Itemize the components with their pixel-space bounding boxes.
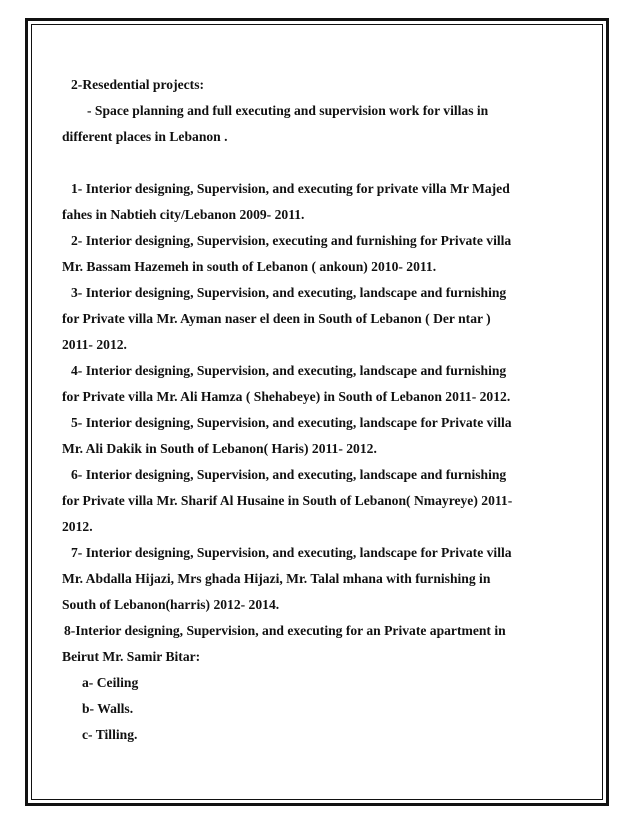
project-line: 7- Interior designing, Supervision, and executing, landscape for Private villa: [71, 545, 512, 560]
project-line: Mr. Ali Dakik in South of Lebanon( Haris) 2011- 2012.: [62, 441, 377, 456]
document-body: [62, 72, 562, 748]
section-heading: 2-Resedential projects:: [71, 77, 205, 92]
project-item-8: [62, 618, 562, 670]
project-line: 3- Interior designing, Supervision, and executing, landscape and furnishing: [71, 285, 507, 300]
project-line: 2011- 2012.: [62, 337, 127, 352]
project-line: 8-Interior designing, Supervision, and executing for an Private apartment in: [64, 623, 506, 638]
project-item-2: [62, 228, 562, 280]
sub-item: c- Tilling.: [82, 727, 138, 742]
project-line: 2- Interior designing, Supervision, executing and furnishing for Private villa: [71, 233, 512, 248]
project-line: South of Lebanon(harris) 2012- 2014.: [62, 597, 280, 612]
project-item-4: [62, 358, 562, 410]
project-line: Mr. Bassam Hazemeh in south of Lebanon ( ankoun) 2010- 2011.: [62, 259, 437, 274]
project-item-1: [62, 176, 562, 228]
project-item-5: [62, 410, 562, 462]
project-item-6: [62, 462, 562, 540]
intro-line: different places in Lebanon .: [62, 129, 228, 144]
project-line: 5- Interior designing, Supervision, and executing, landscape for Private villa: [71, 415, 512, 430]
project-line: 6- Interior designing, Supervision, and executing, landscape and furnishing: [71, 467, 507, 482]
project-line: 2012.: [62, 519, 93, 534]
sub-item: a- Ceiling: [82, 675, 139, 690]
project-line: 1- Interior designing, Supervision, and executing for private villa Mr Majed: [71, 181, 510, 196]
project-line: for Private villa Mr. Ali Hamza ( Shehabeye) in South of Lebanon 2011- 2012.: [62, 389, 511, 404]
project-line: for Private villa Mr. Sharif Al Husaine in South of Lebanon( Nmayreye) 2011-: [62, 493, 513, 508]
project-item-3: [62, 280, 562, 358]
project-line: 4- Interior designing, Supervision, and executing, landscape and furnishing: [71, 363, 507, 378]
spacer: [62, 150, 562, 176]
project-line: Mr. Abdalla Hijazi, Mrs ghada Hijazi, Mr. Talal mhana with furnishing in: [62, 571, 491, 586]
project-line: fahes in Nabtieh city/Lebanon 2009- 2011.: [62, 207, 305, 222]
project-item-7: [62, 540, 562, 618]
sub-item: b- Walls.: [82, 701, 134, 716]
intro-line: - Space planning and full executing and supervision work for villas in: [87, 103, 489, 118]
project-line: Beirut Mr. Samir Bitar:: [62, 649, 201, 664]
sub-item-list: [62, 670, 562, 748]
project-line: for Private villa Mr. Ayman naser el deen in South of Lebanon ( Der ntar ): [62, 311, 491, 326]
